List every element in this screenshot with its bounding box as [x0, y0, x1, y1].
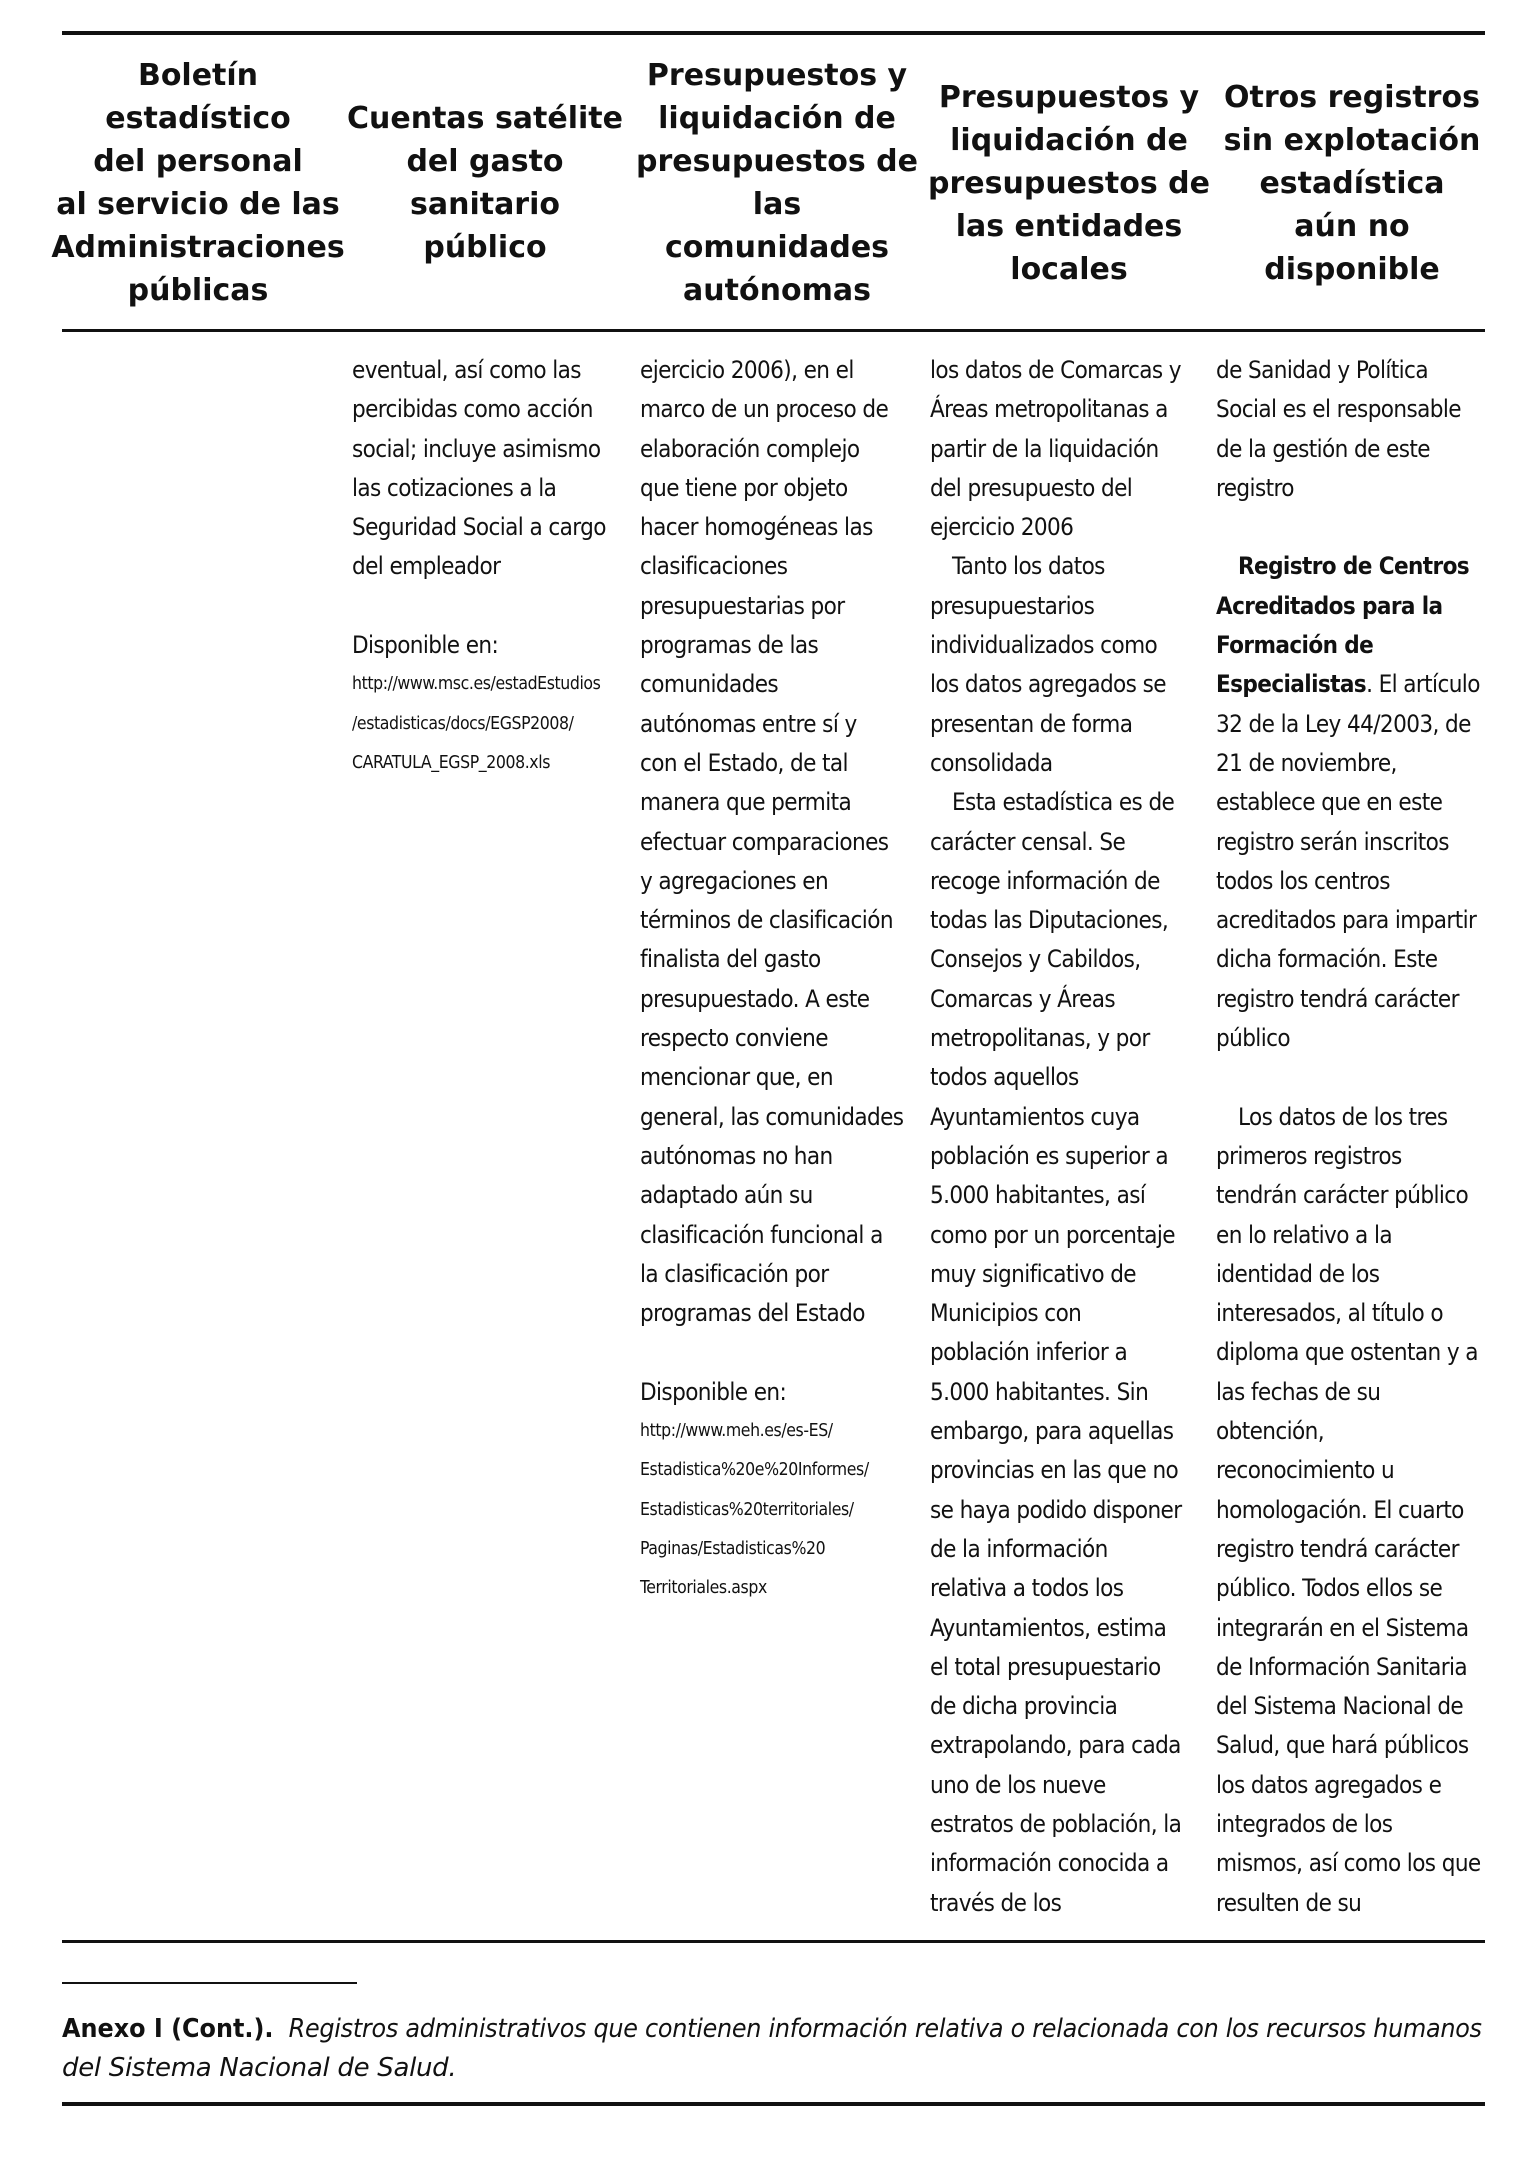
text-line: población inferior a	[930, 1338, 1128, 1367]
text-line: percibidas como acción	[352, 395, 593, 424]
text-line: Áreas metropolitanas a	[930, 395, 1168, 424]
text-line: las fechas de su	[1216, 1377, 1381, 1406]
text-line: de la información	[930, 1534, 1108, 1563]
text-line: registro serán inscritos	[1216, 827, 1449, 856]
header-line: las comunidades	[664, 187, 890, 265]
header-line: presupuestos de	[928, 165, 1210, 201]
text-line: 5.000 habitantes. Sin	[930, 1377, 1149, 1406]
source-url-link[interactable]: Territoriales.aspx	[640, 1578, 767, 1599]
source-url-link[interactable]: Estadistica%20e%20Informes/	[640, 1460, 869, 1481]
header-line: públicas	[127, 273, 269, 308]
text-line: acreditados para impartir	[1216, 906, 1477, 935]
text-line: través de los	[930, 1888, 1062, 1917]
header-line: disponible	[1264, 251, 1440, 287]
body-cell-otros-registros	[1216, 351, 1481, 1923]
text-line: del Sistema Nacional de	[1216, 1692, 1464, 1721]
text-line: términos de clasificación	[640, 906, 893, 935]
text-line: todas las Diputaciones,	[930, 906, 1169, 935]
header-line: Otros registros	[1224, 79, 1480, 115]
header-line: locales	[1010, 251, 1128, 287]
body-cell-cuentas-satelite	[352, 351, 606, 783]
table-header-rule	[62, 329, 1485, 332]
text-line: general, las comunidades	[640, 1102, 904, 1131]
text-line: manera que permita	[640, 788, 852, 817]
header-line: autónomas	[683, 273, 871, 308]
text-line: dicha formación. Este	[1216, 945, 1438, 974]
text-line: que tiene por objeto	[640, 473, 848, 502]
text-line: relativa a todos los	[930, 1574, 1124, 1603]
text-line: autónomas entre sí y	[640, 709, 857, 738]
text-line: clasificación funcional a	[640, 1220, 883, 1249]
header-line: estadístico	[105, 101, 291, 136]
text-line: homologación. El cuarto	[1216, 1495, 1464, 1524]
header-line: estadística	[1259, 165, 1445, 201]
header-line: presupuestos de	[636, 144, 918, 179]
text-line: clasificaciones	[640, 552, 788, 581]
text-line: Esta estadística es de	[952, 788, 1175, 817]
source-url-link[interactable]: CARATULA_EGSP_2008.xls	[352, 752, 551, 773]
table-bottom-rule	[62, 1940, 1485, 1943]
header-line: del gasto	[406, 144, 564, 179]
text-line: en lo relativo a la	[1216, 1220, 1392, 1249]
text-line: población es superior a	[930, 1141, 1169, 1170]
text-line: los datos agregados e	[1216, 1770, 1442, 1799]
text-line: extrapolando, para cada	[930, 1731, 1181, 1760]
text-line: público	[1216, 1024, 1290, 1053]
header-line: Presupuestos y	[646, 58, 908, 93]
text-line: registro tendrá carácter	[1216, 984, 1459, 1013]
text-line: obtención,	[1216, 1417, 1324, 1446]
text-line: marco de un proceso de	[640, 395, 889, 424]
header-line: Administraciones	[51, 230, 345, 265]
available-at-label: Disponible en:	[640, 1377, 787, 1406]
text-line: tendrán carácter público	[1216, 1181, 1469, 1210]
header-line: Cuentas satélite	[346, 101, 623, 136]
text-line: integrarán en el Sistema	[1216, 1613, 1469, 1642]
source-url-link[interactable]: Estadisticas%20territoriales/	[640, 1499, 854, 1520]
header-line: liquidación de	[950, 122, 1188, 158]
text-line: partir de la liquidación	[930, 434, 1159, 463]
text-line: presentan de forma	[930, 709, 1133, 738]
text-line: adaptado aún su	[640, 1181, 813, 1210]
text-line: social; incluye asimismo	[352, 434, 601, 463]
text-line: Consejos y Cabildos,	[930, 945, 1141, 974]
text-line: la clasificación por	[640, 1259, 829, 1288]
text-line: del presupuesto del	[930, 473, 1133, 502]
text-line: comunidades	[640, 670, 779, 699]
text-line: público. Todos ellos se	[1216, 1574, 1443, 1603]
text-line: con el Estado, de tal	[640, 748, 848, 777]
text-line: de Sanidad y Política	[1216, 356, 1428, 384]
text-line: diploma que ostentan y a	[1216, 1338, 1478, 1367]
text-line: las cotizaciones a la	[352, 473, 557, 502]
text-line: ejercicio 2006), en el	[640, 356, 854, 384]
page-end-rule	[62, 2102, 1485, 2106]
text-line: efectuar comparaciones	[640, 827, 889, 856]
text-line: individualizados como	[930, 631, 1158, 660]
text-line: como por un porcentaje	[930, 1220, 1175, 1249]
registry-title-line: Registro de Centros	[1238, 552, 1470, 581]
text-line: registro tendrá carácter	[1216, 1534, 1459, 1563]
text-line: embargo, para aquellas	[930, 1417, 1174, 1446]
caption-label: Anexo I (Cont.).	[62, 2014, 274, 2044]
text-line: todos los centros	[1216, 866, 1390, 895]
header-line: Presupuestos y	[938, 79, 1200, 115]
text-line: provincias en las que no	[930, 1456, 1179, 1485]
available-at-label: Disponible en:	[352, 631, 499, 660]
text-line: Social es el responsable	[1216, 395, 1461, 424]
text-line: Comarcas y Áreas	[930, 984, 1116, 1013]
text-line: Los datos de los tres	[1238, 1102, 1448, 1131]
text-line: identidad de los	[1216, 1259, 1380, 1288]
text-line: 21 de noviembre,	[1216, 748, 1397, 777]
text-line: el total presupuestario	[930, 1652, 1161, 1681]
caption-text: Registros administrativos que contienen información relativa o relacionada con los recursos humanos	[288, 2014, 1482, 2044]
text-line: de la gestión de este	[1216, 434, 1430, 463]
text-line: presupuestarios	[930, 591, 1095, 620]
text-line: uno de los nueve	[930, 1770, 1106, 1799]
source-url-link[interactable]: /estadisticas/docs/EGSP2008/	[352, 713, 574, 734]
text-line: mencionar que, en	[640, 1063, 833, 1092]
text-line: metropolitanas, y por	[930, 1024, 1150, 1053]
text-line: recoge información de	[930, 866, 1160, 895]
text-line: y agregaciones en	[640, 866, 829, 895]
header-cell-presupuestos-locales	[928, 40, 1210, 326]
text-line: resulten de su	[1216, 1888, 1362, 1917]
header-line: del personal	[93, 144, 303, 179]
source-url-link[interactable]: http://www.meh.es/es-ES/	[640, 1421, 833, 1442]
text-line: programas de las	[640, 631, 819, 660]
text-line: Tanto los datos	[952, 552, 1105, 581]
text-line: Ayuntamientos cuya	[930, 1102, 1140, 1131]
header-line: aún no	[1294, 208, 1410, 244]
header-cell-cuentas-satelite	[344, 40, 626, 326]
header-line: las entidades	[955, 208, 1183, 244]
text-line: los datos de Comarcas y	[930, 356, 1181, 384]
header-line: sin explotación	[1223, 122, 1481, 158]
header-line: sanitario	[409, 187, 560, 222]
header-cell-boletin	[51, 40, 345, 326]
registry-title-line: Especialistas. El artículo	[1216, 670, 1480, 699]
header-line: público	[423, 230, 547, 265]
text-line: estratos de población, la	[930, 1809, 1182, 1838]
caption-separator	[62, 1982, 357, 1984]
text-line: Municipios con	[930, 1299, 1082, 1328]
header-cell-otros-registros	[1216, 40, 1488, 326]
table-top-rule	[62, 31, 1485, 35]
text-line: primeros registros	[1216, 1141, 1402, 1170]
text-line: presupuestarias por	[640, 591, 845, 620]
text-line: autónomas no han	[640, 1141, 833, 1170]
text-line: Salud, que hará públicos	[1216, 1731, 1469, 1760]
text-line: finalista del gasto	[640, 945, 821, 974]
header-line: al servicio de las	[56, 187, 340, 222]
source-url-link[interactable]: http://www.msc.es/estadEstudios	[352, 674, 601, 695]
text-line: 32 de la Ley 44/2003, de	[1216, 709, 1471, 738]
text-line: programas del Estado	[640, 1299, 865, 1328]
header-line: liquidación de	[658, 101, 896, 136]
text-line: reconocimiento u	[1216, 1456, 1395, 1485]
text-line: del empleador	[352, 552, 501, 581]
source-url-link[interactable]: Paginas/Estadisticas%20	[640, 1538, 826, 1559]
body-cell-presupuestos-locales	[930, 351, 1182, 1923]
text-line: hacer homogéneas las	[640, 513, 873, 542]
text-line: respecto conviene	[640, 1024, 828, 1053]
text-line: ejercicio 2006	[930, 513, 1074, 542]
text-line: registro	[1216, 473, 1294, 502]
text-line: consolidada	[930, 748, 1053, 777]
text-line: de Información Sanitaria	[1216, 1652, 1468, 1681]
text-line: integrados de los	[1216, 1809, 1393, 1838]
body-cell-presupuestos-ccaa	[640, 351, 903, 1609]
text-line: elaboración complejo	[640, 434, 860, 463]
registry-title-line: Formación de	[1216, 631, 1374, 660]
registry-title-line: Acreditados para la	[1216, 591, 1443, 620]
text-line: eventual, así como las	[352, 356, 581, 384]
text-line: información conocida a	[930, 1849, 1169, 1878]
text-line: mismos, así como los que	[1216, 1849, 1481, 1878]
text-line: de dicha provincia	[930, 1692, 1118, 1721]
text-line: 5.000 habitantes, así	[930, 1181, 1146, 1210]
header-cell-presupuestos-ccaa	[636, 40, 918, 326]
text-line: establece que en este	[1216, 788, 1443, 817]
caption-text-continued: del Sistema Nacional de Salud.	[62, 2053, 457, 2083]
text-line: presupuestado. A este	[640, 984, 870, 1013]
text-line: muy significativo de	[930, 1259, 1136, 1288]
header-line: Boletín	[137, 58, 259, 93]
text-line: todos aquellos	[930, 1063, 1079, 1092]
text-line: carácter censal. Se	[930, 827, 1126, 856]
text-line: interesados, al título o	[1216, 1299, 1443, 1328]
text-line: se haya podido disponer	[930, 1495, 1182, 1524]
text-line: Seguridad Social a cargo	[352, 513, 606, 542]
table-caption	[62, 2010, 1482, 2088]
text-line: Ayuntamientos, estima	[930, 1613, 1167, 1642]
text-line: los datos agregados se	[930, 670, 1166, 699]
